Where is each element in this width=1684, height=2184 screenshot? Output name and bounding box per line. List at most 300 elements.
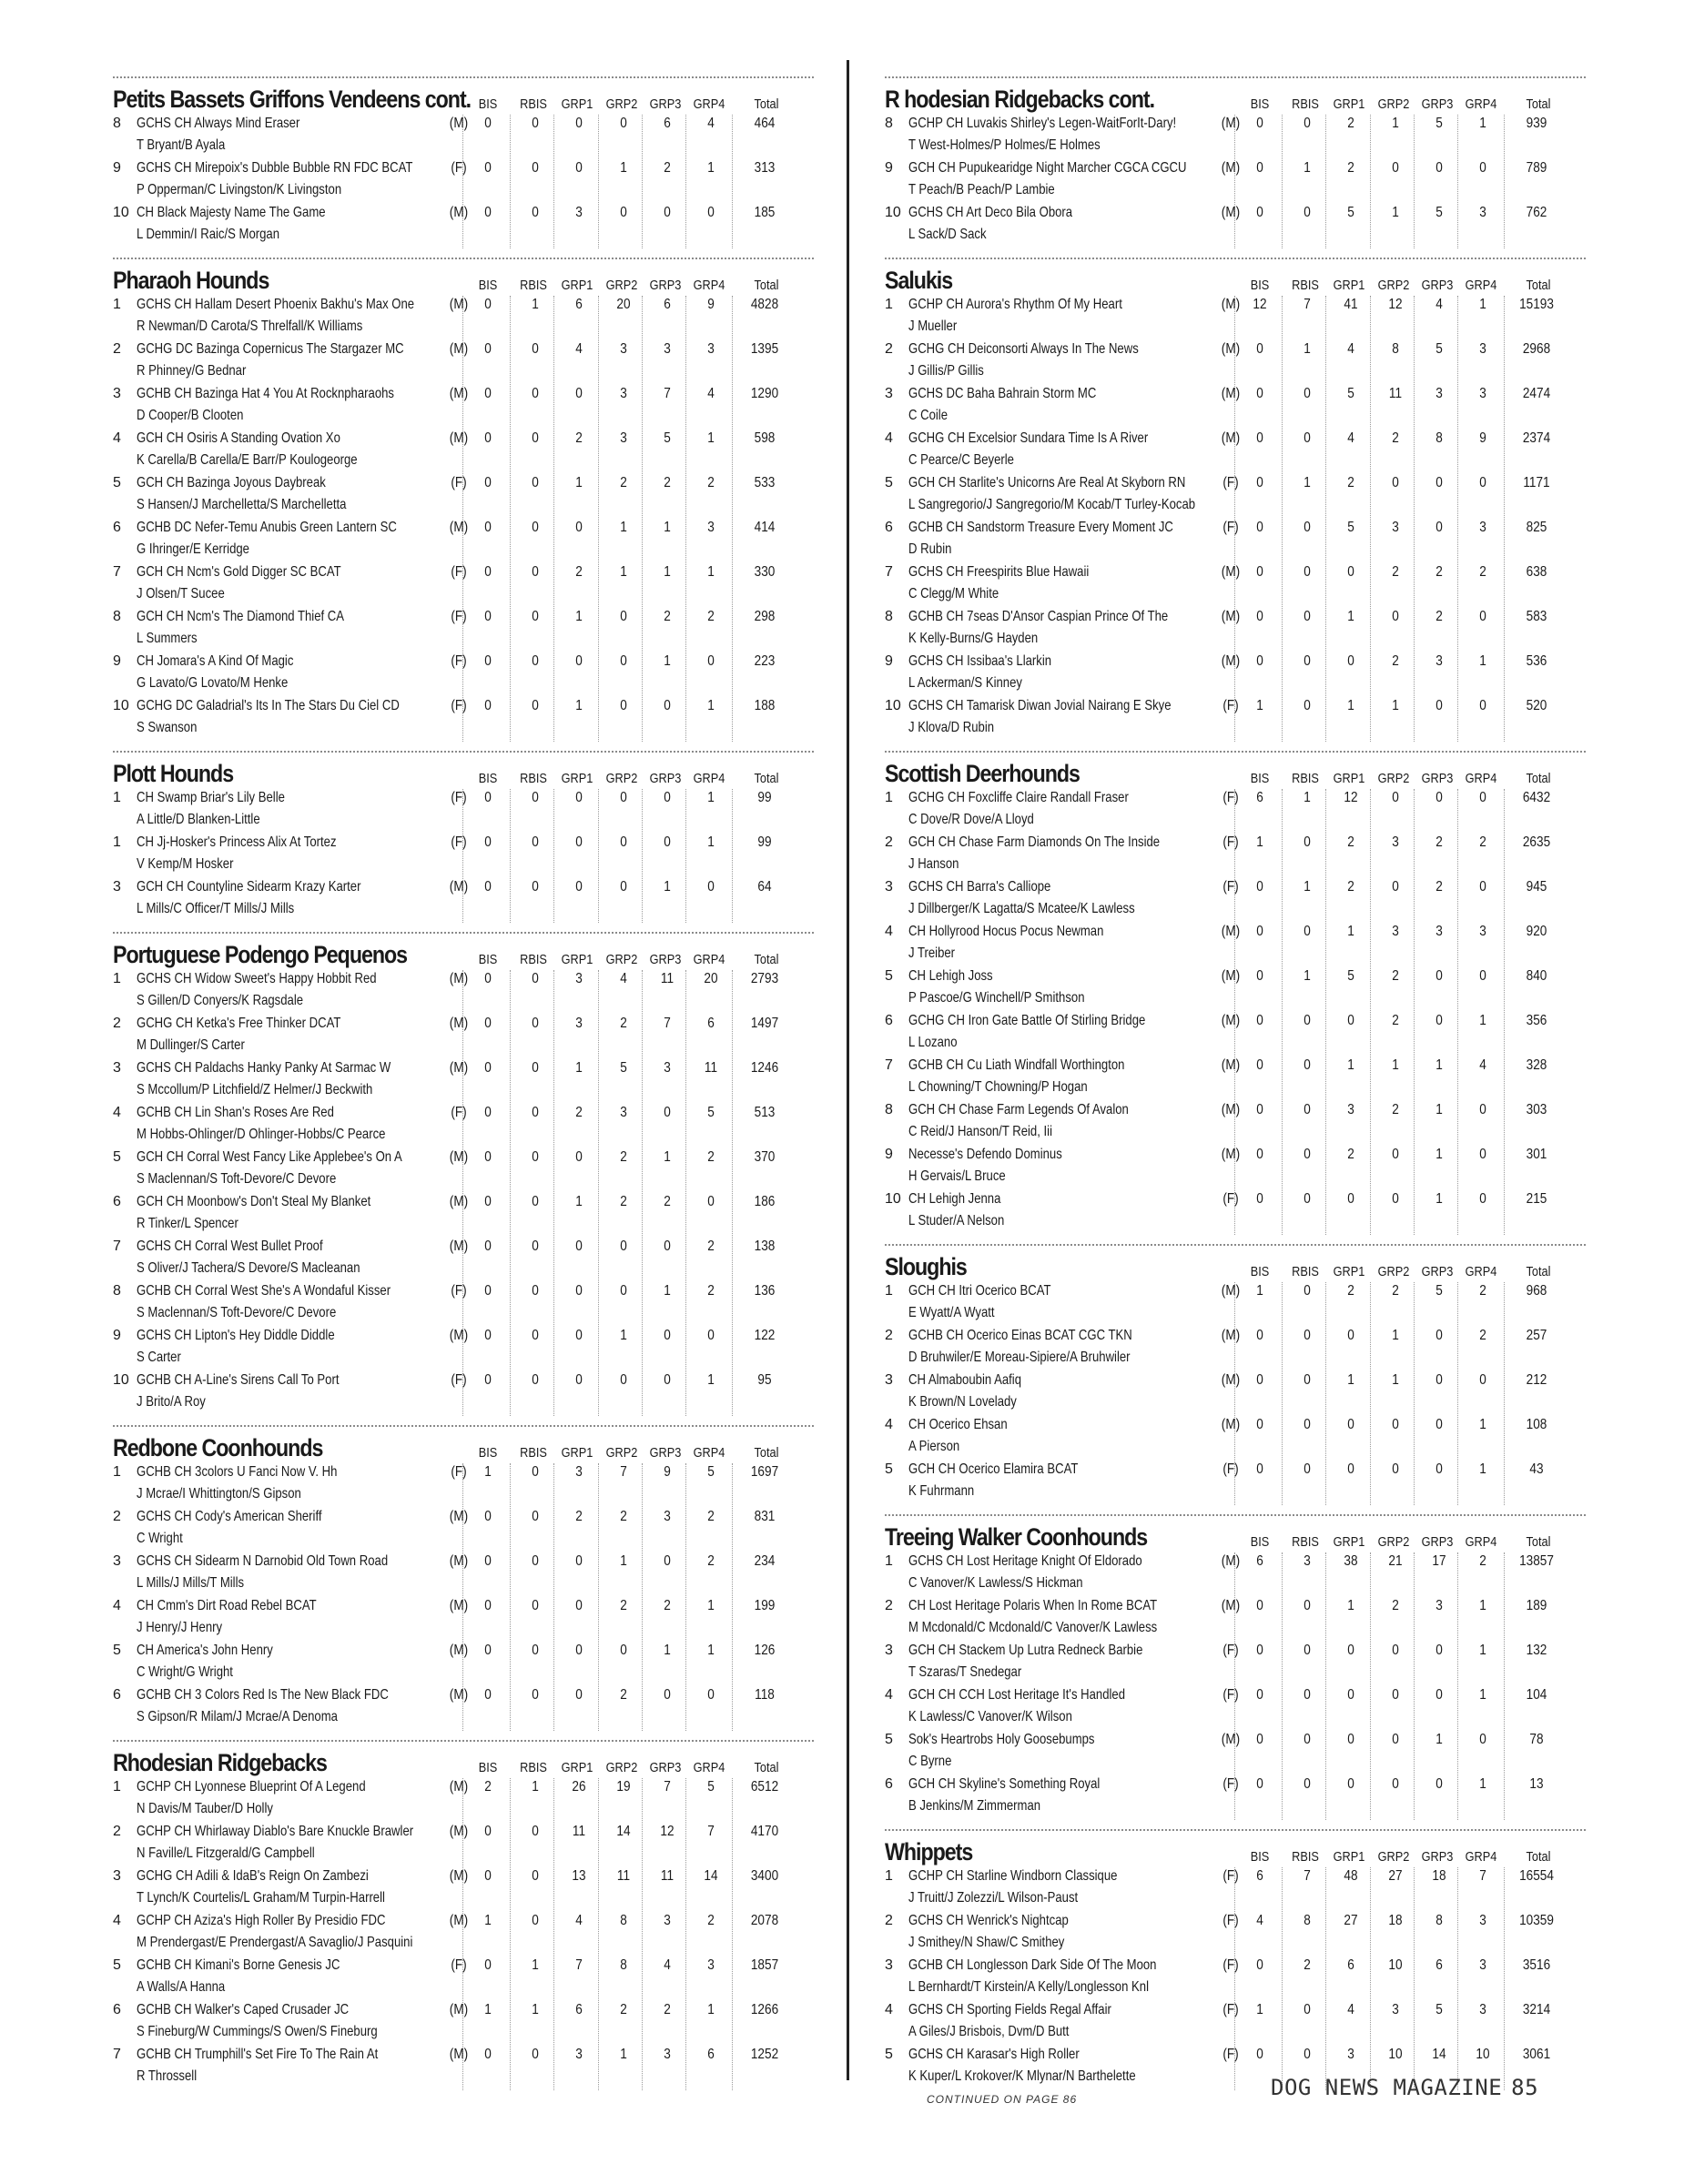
column-header-grp1: GRP1 xyxy=(1333,1849,1365,1865)
grp3-value: 1 xyxy=(1435,1732,1443,1747)
column-header-grp4: GRP4 xyxy=(1465,771,1497,786)
grp4-value: 0 xyxy=(707,1687,715,1703)
table-row xyxy=(113,519,814,563)
bis-value: 0 xyxy=(484,879,492,895)
grp1-value: 2 xyxy=(575,1509,583,1524)
grp2-value: 0 xyxy=(1392,1643,1399,1658)
owner-handler: M Dullinger/S Carter xyxy=(137,1037,245,1053)
column-header-grp4: GRP4 xyxy=(1465,1849,1497,1865)
sex: (M) xyxy=(449,1509,469,1524)
grp1-value: 1 xyxy=(575,1194,583,1209)
dog-name: GCHS CH Sidearm N Darnobid Old Town Road xyxy=(137,1553,389,1569)
dog-name: GCHP CH Starline Windborn Classique xyxy=(908,1868,1118,1884)
grp4-value: 2 xyxy=(707,1149,715,1165)
grp2-value: 2 xyxy=(1392,1283,1399,1299)
dog-name: GCHS CH Hallam Desert Phoenix Bakhu's Max One xyxy=(137,297,415,312)
grp3-value: 0 xyxy=(664,698,671,713)
sex: (F) xyxy=(1222,879,1239,895)
rbis-value: 0 xyxy=(532,1913,539,1928)
grp3-value: 0 xyxy=(664,790,671,805)
total-value: 313 xyxy=(754,160,776,176)
sex: (M) xyxy=(1221,1102,1241,1117)
column-header-grp4: GRP4 xyxy=(693,1445,725,1461)
table-row xyxy=(113,1193,814,1238)
total-value: 945 xyxy=(1526,879,1547,895)
sex: (F) xyxy=(1222,1687,1239,1703)
sex: (M) xyxy=(449,1328,469,1343)
grp4-value: 0 xyxy=(1479,1732,1486,1747)
owner-handler: K Brown/N Lovelady xyxy=(908,1394,1017,1410)
grp2-value: 1 xyxy=(620,160,627,176)
grp3-value: 3 xyxy=(664,1913,671,1928)
rbis-value: 0 xyxy=(1304,834,1311,850)
grp2-value: 0 xyxy=(1392,1732,1399,1747)
section-header xyxy=(113,1747,814,1778)
grp4-value: 20 xyxy=(704,971,718,986)
grp2-value: 0 xyxy=(620,790,627,805)
dog-name: GCH CH CCH Lost Heritage It's Handled xyxy=(908,1687,1126,1703)
rank-number: 2 xyxy=(113,1509,121,1524)
grp1-value: 1 xyxy=(1347,1598,1354,1613)
grp4-value: 3 xyxy=(707,1957,715,1973)
sex: (M) xyxy=(449,1824,469,1839)
grp4-value: 3 xyxy=(1479,1913,1486,1928)
sex: (M) xyxy=(1221,924,1241,939)
owner-handler: N Davis/M Tauber/D Holly xyxy=(137,1801,273,1816)
grp3-value: 3 xyxy=(664,341,671,357)
grp4-value: 3 xyxy=(1479,1957,1486,1973)
rank-number: 4 xyxy=(885,1687,893,1703)
table-row xyxy=(113,789,814,834)
owner-handler: J Gillis/P Gillis xyxy=(908,363,984,379)
grp4-value: 0 xyxy=(1479,790,1486,805)
dog-name: GCHS CH Sporting Fields Regal Affair xyxy=(908,2002,1111,2017)
sex: (M) xyxy=(1221,1328,1241,1343)
bis-value: 0 xyxy=(1256,564,1263,580)
owner-handler: V Kemp/M Hosker xyxy=(137,856,234,872)
bis-value: 2 xyxy=(484,1779,492,1795)
total-value: 825 xyxy=(1526,520,1547,535)
rank-number: 4 xyxy=(885,2002,893,2017)
rbis-value: 0 xyxy=(1304,205,1311,220)
column-header-rbis: RBIS xyxy=(520,771,547,786)
grp2-value: 2 xyxy=(620,1149,627,1165)
owner-handler: G Ihringer/E Kerridge xyxy=(137,541,249,557)
column-header-grp1: GRP1 xyxy=(1333,771,1365,786)
rank-number: 10 xyxy=(885,1191,901,1207)
column-divider xyxy=(847,60,849,2080)
sex: (M) xyxy=(449,1239,469,1254)
total-value: 10359 xyxy=(1519,1913,1554,1928)
grp4-value: 1 xyxy=(707,430,715,446)
total-value: 2078 xyxy=(750,1913,779,1928)
breed-section-rhodesian-ridgebacks xyxy=(113,1740,814,2090)
total-value: 138 xyxy=(754,1239,776,1254)
grp4-value: 3 xyxy=(1479,924,1486,939)
dog-name: GCHS CH Mirepoix's Dubble Bubble RN FDC BCAT xyxy=(137,160,413,176)
sex: (F) xyxy=(1222,2047,1239,2062)
column-header-grp3: GRP3 xyxy=(649,771,682,786)
rbis-value: 0 xyxy=(1304,609,1311,624)
sex: (F) xyxy=(1222,475,1239,490)
total-value: 328 xyxy=(1526,1057,1547,1073)
bis-value: 0 xyxy=(484,790,492,805)
total-value: 968 xyxy=(1526,1283,1547,1299)
section-header xyxy=(885,265,1586,296)
section-header xyxy=(885,84,1586,115)
sex: (M) xyxy=(449,971,469,986)
dog-name: GCHB CH 7seas D'Ansor Caspian Prince Of The xyxy=(908,609,1169,624)
column-header-bis: BIS xyxy=(478,278,498,293)
grp2-value: 1 xyxy=(1392,1328,1399,1343)
sex: (M) xyxy=(1221,1372,1241,1388)
dog-name: GCHB CH Sandstorm Treasure Every Moment JC xyxy=(908,520,1173,535)
grp4-value: 0 xyxy=(1479,475,1486,490)
total-value: 188 xyxy=(754,698,776,713)
bis-value: 1 xyxy=(484,1464,492,1480)
rbis-value: 3 xyxy=(1304,1553,1311,1569)
grp4-value: 1 xyxy=(1479,1643,1486,1658)
owner-handler: L Bernhardt/T Kirstein/A Kelly/Longlesson Knl xyxy=(908,1979,1150,1995)
bis-value: 0 xyxy=(1256,1102,1263,1117)
grp1-value: 0 xyxy=(1347,1461,1354,1477)
dog-name: GCH CH Chase Farm Legends Of Avalon xyxy=(908,1102,1129,1117)
grp4-value: 1 xyxy=(707,160,715,176)
column-header-rbis: RBIS xyxy=(1292,96,1319,112)
grp1-value: 0 xyxy=(1347,1687,1354,1703)
owner-handler: R Throssell xyxy=(137,2068,198,2084)
grp2-value: 11 xyxy=(616,1868,631,1884)
sex: (M) xyxy=(449,1687,469,1703)
sex: (M) xyxy=(1221,609,1241,624)
table-row xyxy=(885,652,1586,697)
column-header-grp2: GRP2 xyxy=(605,278,638,293)
rbis-value: 0 xyxy=(1304,1643,1311,1658)
sex: (M) xyxy=(1221,160,1241,176)
bis-value: 0 xyxy=(1256,1372,1263,1388)
total-value: 78 xyxy=(1529,1732,1544,1747)
grp4-value: 0 xyxy=(707,1194,715,1209)
total-value: 2374 xyxy=(1522,430,1551,446)
dog-name: GCHP CH Lyonnese Blueprint Of A Legend xyxy=(137,1779,366,1795)
rbis-value: 0 xyxy=(532,386,539,401)
column-header-total: Total xyxy=(1526,1849,1551,1865)
grp4-value: 0 xyxy=(707,879,715,895)
rank-number: 9 xyxy=(113,160,121,176)
sex: (M) xyxy=(449,1016,469,1031)
grp4-value: 4 xyxy=(707,386,715,401)
grp2-value: 1 xyxy=(1392,1372,1399,1388)
rank-number: 10 xyxy=(113,698,129,713)
grp2-value: 1 xyxy=(620,1553,627,1569)
table-row xyxy=(113,204,814,248)
total-value: 3516 xyxy=(1522,1957,1551,1973)
grp3-value: 5 xyxy=(1435,341,1443,357)
rbis-value: 0 xyxy=(1304,520,1311,535)
grp1-value: 3 xyxy=(575,1464,583,1480)
ranking-table xyxy=(113,1463,814,1731)
grp3-value: 0 xyxy=(1435,1372,1443,1388)
grp1-value: 0 xyxy=(575,879,583,895)
rbis-value: 0 xyxy=(1304,924,1311,939)
total-value: 126 xyxy=(754,1643,776,1658)
sex: (M) xyxy=(449,2047,469,2062)
grp4-value: 0 xyxy=(1479,1102,1486,1117)
grp1-value: 0 xyxy=(575,1283,583,1299)
grp3-value: 2 xyxy=(1435,609,1443,624)
bis-value: 0 xyxy=(484,1149,492,1165)
rank-number: 7 xyxy=(113,2047,121,2062)
grp3-value: 0 xyxy=(1435,698,1443,713)
dog-name: GCHG CH Deiconsorti Always In The News xyxy=(908,341,1139,357)
rank-number: 3 xyxy=(885,879,893,895)
bis-value: 0 xyxy=(1256,1328,1263,1343)
grp1-value: 0 xyxy=(1347,1776,1354,1792)
column-header-grp2: GRP2 xyxy=(1377,1264,1410,1279)
section-title: Rhodesian Ridgebacks xyxy=(113,1749,327,1776)
rank-number: 6 xyxy=(113,520,121,535)
rank-number: 9 xyxy=(885,1147,893,1162)
grp3-value: 0 xyxy=(664,1372,671,1388)
sex: (F) xyxy=(1222,1191,1239,1207)
rank-number: 5 xyxy=(113,1643,121,1658)
grp2-value: 10 xyxy=(1388,1957,1403,1973)
bis-value: 0 xyxy=(484,1868,492,1884)
grp2-value: 27 xyxy=(1388,1868,1403,1884)
total-value: 298 xyxy=(754,609,776,624)
grp3-value: 1 xyxy=(1435,1191,1443,1207)
rank-number: 1 xyxy=(885,1553,893,1569)
rank-number: 3 xyxy=(113,879,121,895)
total-value: 3061 xyxy=(1522,2047,1551,2062)
grp2-value: 0 xyxy=(620,116,627,131)
table-row xyxy=(885,159,1586,204)
grp1-value: 3 xyxy=(575,205,583,220)
dog-name: GCHP CH Aurora's Rhythm Of My Heart xyxy=(908,297,1122,312)
owner-handler: C Clegg/M White xyxy=(908,586,999,602)
grp1-value: 0 xyxy=(575,790,583,805)
grp3-value: 0 xyxy=(664,834,671,850)
table-row xyxy=(113,1015,814,1059)
rank-number: 3 xyxy=(885,1957,893,1973)
rbis-value: 0 xyxy=(532,1868,539,1884)
column-header-grp3: GRP3 xyxy=(1421,278,1454,293)
rbis-value: 1 xyxy=(1304,879,1311,895)
grp4-value: 2 xyxy=(707,609,715,624)
grp1-value: 7 xyxy=(575,1957,583,1973)
grp1-value: 4 xyxy=(575,1913,583,1928)
rbis-value: 0 xyxy=(532,790,539,805)
owner-handler: H Gervais/L Bruce xyxy=(908,1168,1006,1184)
bis-value: 0 xyxy=(484,1824,492,1839)
section-header xyxy=(885,1522,1586,1552)
grp2-value: 14 xyxy=(616,1824,631,1839)
rank-number: 9 xyxy=(885,653,893,669)
table-row xyxy=(113,1552,814,1597)
dog-name: GCHB CH Bazinga Hat 4 You At Rocknpharaohs xyxy=(137,386,394,401)
table-row xyxy=(885,474,1586,519)
grp4-value: 5 xyxy=(707,1464,715,1480)
dog-name: GCHB CH 3colors U Fanci Now V. Hh xyxy=(137,1464,338,1480)
grp3-value: 2 xyxy=(1435,564,1443,580)
bis-value: 0 xyxy=(484,297,492,312)
sex: (M) xyxy=(449,341,469,357)
column-header-grp2: GRP2 xyxy=(605,952,638,967)
sex: (M) xyxy=(449,1060,469,1076)
grp2-value: 3 xyxy=(1392,2002,1399,2017)
total-value: 2635 xyxy=(1522,834,1551,850)
table-row xyxy=(113,474,814,519)
rank-number: 1 xyxy=(113,971,121,986)
grp1-value: 0 xyxy=(1347,1328,1354,1343)
owner-handler: J Smithey/N Shaw/C Smithey xyxy=(908,1935,1065,1950)
rank-number: 5 xyxy=(885,1732,893,1747)
grp3-value: 1 xyxy=(1435,1102,1443,1117)
section-header xyxy=(885,1836,1586,1867)
sex: (F) xyxy=(451,1957,467,1973)
grp4-value: 0 xyxy=(1479,1191,1486,1207)
column-header-grp2: GRP2 xyxy=(1377,1534,1410,1550)
rank-number: 2 xyxy=(885,341,893,357)
grp2-value: 0 xyxy=(620,653,627,669)
table-row xyxy=(113,1463,814,1508)
breed-section-treeing-walker-coonhounds xyxy=(885,1514,1586,1820)
owner-handler: K Kuper/L Krokover/K Mlynar/N Barthelette xyxy=(908,2068,1136,2084)
column-header-grp3: GRP3 xyxy=(1421,1264,1454,1279)
total-value: 762 xyxy=(1526,205,1547,220)
owner-handler: C Dove/R Dove/A Lloyd xyxy=(908,812,1034,827)
column-header-rbis: RBIS xyxy=(1292,1264,1319,1279)
owner-handler: J Mueller xyxy=(908,318,958,334)
rank-number: 10 xyxy=(113,1372,129,1388)
sex: (M) xyxy=(1221,341,1241,357)
rank-number: 6 xyxy=(113,1687,121,1703)
grp1-value: 12 xyxy=(1344,790,1358,805)
column-header-grp1: GRP1 xyxy=(1333,96,1365,112)
rbis-value: 0 xyxy=(532,1372,539,1388)
rbis-value: 0 xyxy=(532,1016,539,1031)
grp1-value: 26 xyxy=(572,1779,586,1795)
bis-value: 0 xyxy=(484,475,492,490)
owner-handler: A Pierson xyxy=(908,1439,960,1454)
grp4-value: 1 xyxy=(1479,297,1486,312)
sex: (F) xyxy=(451,160,467,176)
column-header-grp2: GRP2 xyxy=(605,771,638,786)
dog-name: GCH CH Corral West Fancy Like Applebee's On A xyxy=(137,1149,402,1165)
grp1-value: 0 xyxy=(1347,1013,1354,1028)
breed-section-portuguese-podengo-pequenos xyxy=(113,932,814,1416)
section-title: Salukis xyxy=(885,267,953,294)
grp4-value: 2 xyxy=(707,1553,715,1569)
owner-handler: L Demmin/I Raic/S Morgan xyxy=(137,227,280,242)
column-header-grp3: GRP3 xyxy=(649,1445,682,1461)
rank-number: 2 xyxy=(113,1016,121,1031)
total-value: 13 xyxy=(1529,1776,1544,1792)
dog-name: Necesse's Defendo Dominus xyxy=(908,1147,1062,1162)
column-header-bis: BIS xyxy=(1250,278,1270,293)
grp3-value: 8 xyxy=(1435,430,1443,446)
grp2-value: 0 xyxy=(620,1239,627,1254)
owner-handler: S Swanson xyxy=(137,720,198,735)
grp2-value: 0 xyxy=(620,1643,627,1658)
grp1-value: 4 xyxy=(1347,341,1354,357)
grp3-value: 3 xyxy=(1435,653,1443,669)
rank-number: 1 xyxy=(113,1464,121,1480)
table-row xyxy=(885,1282,1586,1327)
grp2-value: 0 xyxy=(620,205,627,220)
owner-handler: R Phinney/G Bednar xyxy=(137,363,247,379)
rbis-value: 0 xyxy=(1304,1598,1311,1613)
grp4-value: 1 xyxy=(707,564,715,580)
column-header-grp2: GRP2 xyxy=(1377,96,1410,112)
rank-number: 1 xyxy=(885,1868,893,1884)
column-header-grp3: GRP3 xyxy=(649,96,682,112)
column-header-rbis: RBIS xyxy=(520,952,547,967)
grp4-value: 1 xyxy=(707,698,715,713)
owner-handler: M Hobbs-Ohlinger/D Ohlinger-Hobbs/C Pearce xyxy=(137,1127,386,1142)
table-row xyxy=(113,1327,814,1371)
grp2-value: 3 xyxy=(1392,924,1399,939)
bis-value: 0 xyxy=(1256,1687,1263,1703)
grp3-value: 1 xyxy=(664,1283,671,1299)
grp2-value: 0 xyxy=(620,609,627,624)
table-row xyxy=(113,1059,814,1104)
column-header-total: Total xyxy=(754,952,779,967)
dog-name: GCHB CH Corral West She's A Wondaful Kisser xyxy=(137,1283,391,1299)
bis-value: 0 xyxy=(484,116,492,131)
sex: (F) xyxy=(451,1283,467,1299)
grp4-value: 2 xyxy=(707,1509,715,1524)
rbis-value: 0 xyxy=(532,116,539,131)
dog-name: GCH CH Bazinga Joyous Daybreak xyxy=(137,475,326,490)
grp2-value: 2 xyxy=(620,1598,627,1613)
rbis-value: 0 xyxy=(532,205,539,220)
sex: (F) xyxy=(1222,520,1239,535)
dog-name: GCHS CH Lost Heritage Knight Of Eldorado xyxy=(908,1553,1142,1569)
grp3-value: 0 xyxy=(1435,1687,1443,1703)
rank-number: 1 xyxy=(885,297,893,312)
grp3-value: 0 xyxy=(1435,1776,1443,1792)
dog-name: GCHS CH Lipton's Hey Diddle Diddle xyxy=(137,1328,335,1343)
sex: (M) xyxy=(449,116,469,131)
dog-name: GCH CH Osiris A Standing Ovation Xo xyxy=(137,430,340,446)
rank-number: 5 xyxy=(113,1149,121,1165)
dog-name: GCH CH Moonbow's Don't Steal My Blanket xyxy=(137,1194,371,1209)
sex: (F) xyxy=(1222,1913,1239,1928)
dog-name: GCHB CH Longlesson Dark Side Of The Moon xyxy=(908,1957,1157,1973)
dog-name: CH Black Majesty Name The Game xyxy=(137,205,326,220)
rank-number: 3 xyxy=(113,1868,121,1884)
rank-number: 3 xyxy=(885,1372,893,1388)
rbis-value: 2 xyxy=(1304,1957,1311,1973)
bis-value: 0 xyxy=(484,1194,492,1209)
rank-number: 4 xyxy=(885,1417,893,1432)
section-title: Sloughis xyxy=(885,1253,967,1280)
bis-value: 0 xyxy=(1256,1013,1263,1028)
sex: (M) xyxy=(1221,116,1241,131)
grp1-value: 4 xyxy=(1347,430,1354,446)
breed-section-sloughis xyxy=(885,1244,1586,1505)
grp1-value: 38 xyxy=(1344,1553,1358,1569)
grp3-value: 7 xyxy=(664,386,671,401)
rank-number: 3 xyxy=(113,1553,121,1569)
table-row xyxy=(885,2001,1586,2046)
dog-name: GCHG CH Iron Gate Battle Of Stirling Bridge xyxy=(908,1013,1146,1028)
grp4-value: 0 xyxy=(1479,879,1486,895)
rank-number: 6 xyxy=(885,520,893,535)
grp1-value: 2 xyxy=(1347,834,1354,850)
column-header-grp3: GRP3 xyxy=(1421,1534,1454,1550)
